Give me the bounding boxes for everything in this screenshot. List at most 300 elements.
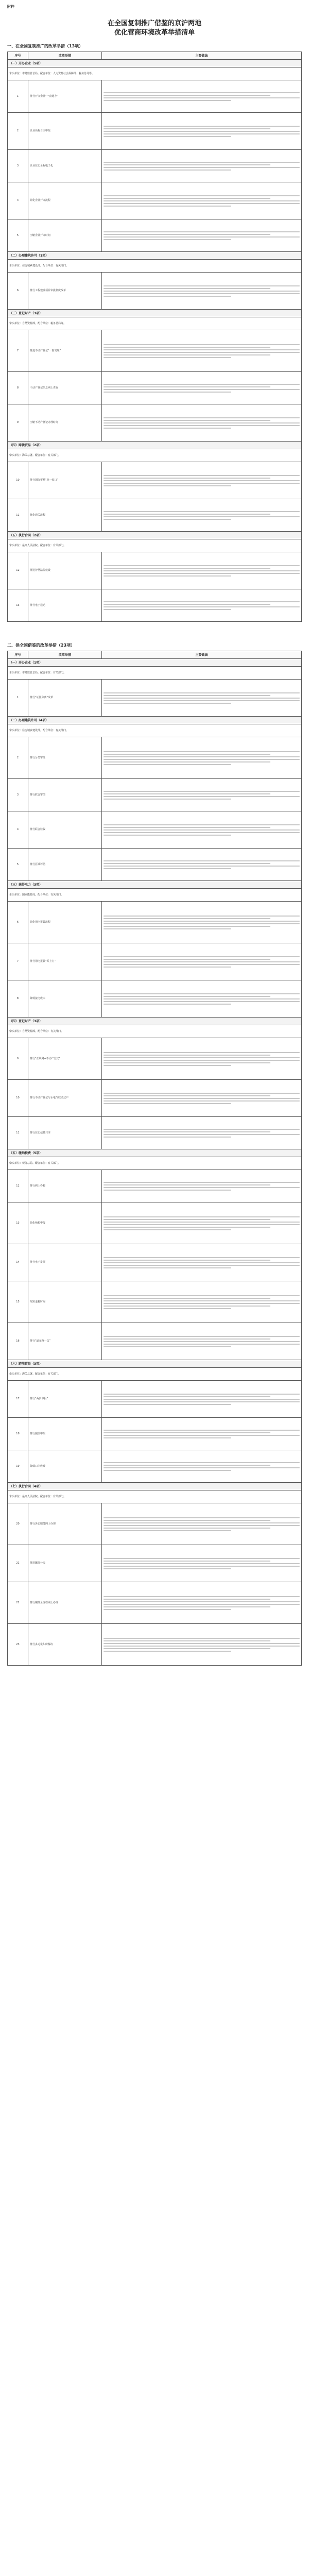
row-number: 9: [8, 404, 28, 442]
text-line-placeholder: [104, 692, 300, 693]
text-line-placeholder: [104, 1227, 270, 1228]
text-line-placeholder: [104, 1004, 231, 1005]
lead-unit-text: 牵头单位：海关总署。配合单位：有关部门。: [8, 449, 302, 462]
text-line-placeholder: [104, 921, 300, 922]
table-row: [8, 902, 302, 943]
table-row: [8, 113, 302, 150]
text-line-placeholder: [104, 1643, 300, 1644]
text-line-placeholder: [104, 349, 300, 350]
text-line-placeholder: [104, 1399, 300, 1400]
text-line-placeholder: [104, 511, 300, 512]
text-line-placeholder: [104, 519, 231, 520]
text-line-placeholder: [104, 516, 300, 517]
text-line-placeholder: [104, 206, 231, 207]
text-line-placeholder: [104, 425, 300, 426]
text-line-placeholder: [104, 1465, 270, 1466]
measure-content: [101, 737, 301, 779]
measure-content: [101, 811, 301, 849]
table-row: [8, 680, 302, 717]
text-line-placeholder: [104, 1308, 231, 1309]
text-line-placeholder: [104, 126, 300, 127]
measure-name: 推进不动产登记“一窗受理”: [28, 330, 101, 372]
text-line-placeholder: [104, 1060, 300, 1061]
text-line-placeholder: [104, 1432, 270, 1433]
text-line-placeholder: [104, 1646, 300, 1647]
measure-content: [101, 1117, 301, 1149]
text-line-placeholder: [104, 568, 270, 569]
lead-unit-text: 牵头单位：住房城乡建设部。配合单位：有关部门。: [8, 260, 302, 273]
text-line-placeholder: [104, 1065, 231, 1066]
text-line-placeholder: [104, 1295, 300, 1296]
text-line-placeholder: [104, 480, 300, 481]
text-line-placeholder: [104, 1528, 270, 1529]
text-line-placeholder: [104, 352, 300, 353]
measure-content: [101, 680, 301, 717]
text-line-placeholder: [104, 1638, 300, 1639]
lead-unit-text: 牵头单位：自然资源部。配合单位：有关部门。: [8, 1025, 302, 1038]
measure-name: 降低接电成本: [28, 980, 101, 1018]
measure-content: [101, 182, 301, 219]
row-number: 7: [8, 330, 28, 372]
measure-name: 企业登记全程电子化: [28, 150, 101, 182]
text-line-placeholder: [104, 1341, 300, 1342]
row-number: 13: [8, 589, 28, 622]
text-line-placeholder: [104, 1137, 231, 1138]
lead-unit-row: [8, 67, 302, 80]
measure-name: 推行网上办税: [28, 1170, 101, 1202]
text-line-placeholder: [104, 291, 300, 292]
table-row: [8, 980, 302, 1018]
text-line-placeholder: [104, 1467, 300, 1468]
text-line-placeholder: [104, 357, 231, 358]
category-label: （六）跨境贸易（3项）: [8, 1360, 302, 1368]
text-line-placeholder: [104, 824, 300, 825]
text-line-placeholder: [104, 1651, 231, 1652]
measure-name: 简化纳税申报: [28, 1202, 101, 1244]
lead-unit-text: 牵头单位：市场监管总局。配合单位：有关部门。: [8, 667, 302, 680]
row-number: 11: [8, 1117, 28, 1149]
measure-content: [101, 1381, 301, 1418]
text-line-placeholder: [104, 606, 300, 607]
category-label: （三）获得电力（3项）: [8, 881, 302, 889]
text-line-placeholder: [104, 863, 270, 864]
measure-name: 推进智慧法院建设: [28, 552, 101, 589]
text-line-placeholder: [104, 203, 300, 204]
text-line-placeholder: [104, 703, 231, 704]
text-line-placeholder: [104, 344, 300, 345]
row-number: 2: [8, 737, 28, 779]
section-title: 二、供全国借鉴的改革举措（23项）: [7, 643, 75, 648]
text-line-placeholder: [104, 234, 270, 235]
measure-content: [101, 1418, 301, 1450]
text-line-placeholder: [104, 1430, 300, 1431]
table-row: [8, 404, 302, 442]
measure-content: [101, 552, 301, 589]
text-line-placeholder: [104, 1062, 270, 1063]
measure-name: 推行工程建设项目审批制度改革: [28, 273, 101, 310]
category-label: （四）登记财产（3项）: [8, 1018, 302, 1025]
measure-content: [101, 943, 301, 980]
text-line-placeholder: [104, 761, 270, 762]
table-row: [8, 849, 302, 881]
text-line-placeholder: [104, 1267, 231, 1268]
text-line-placeholder: [104, 570, 300, 571]
text-line-placeholder: [104, 1190, 231, 1191]
category-label: （四）跨境贸易（2项）: [8, 442, 302, 449]
text-line-placeholder: [104, 1336, 300, 1337]
text-line-placeholder: [104, 923, 300, 924]
row-number: 22: [8, 1582, 28, 1624]
text-line-placeholder: [104, 1648, 270, 1649]
text-line-placeholder: [104, 832, 300, 833]
row-number: 19: [8, 1450, 28, 1483]
text-line-placeholder: [104, 1093, 300, 1094]
row-number: 1: [8, 680, 28, 717]
text-line-placeholder: [104, 698, 300, 699]
text-line-placeholder: [104, 1338, 270, 1340]
text-line-placeholder: [104, 1055, 270, 1056]
text-line-placeholder: [104, 478, 270, 479]
text-line-placeholder: [104, 428, 231, 429]
table-row: [8, 1170, 302, 1202]
table-row: [8, 1503, 302, 1545]
category-label: （一）开办企业（5项）: [8, 60, 302, 67]
measure-content: [101, 273, 301, 310]
measure-name: 推行案件全流程网上办理: [28, 1582, 101, 1624]
measure-name: 推行电子送达: [28, 589, 101, 622]
text-line-placeholder: [104, 961, 300, 962]
table-row: [8, 1244, 302, 1281]
measure-name: 推行区域评估: [28, 849, 101, 881]
measure-name: 推行“证照分离”改革: [28, 680, 101, 717]
row-number: 20: [8, 1503, 28, 1545]
text-line-placeholder: [104, 1435, 300, 1436]
text-line-placeholder: [104, 1182, 300, 1183]
table-row: [8, 1381, 302, 1418]
text-line-placeholder: [104, 1566, 300, 1567]
measure-name: 推行开办企业“一窗通办”: [28, 80, 101, 113]
measure-content: [101, 1624, 301, 1666]
text-line-placeholder: [104, 916, 300, 917]
category-row: [8, 532, 302, 539]
measure-name: 简化企业开办流程: [28, 182, 101, 219]
table-row: [8, 1323, 302, 1360]
category-row: [8, 1149, 302, 1157]
measure-name: 推行联合验收: [28, 811, 101, 849]
measure-name: 推行“最多跑一次”: [28, 1323, 101, 1360]
text-line-placeholder: [104, 964, 300, 965]
text-line-placeholder: [104, 695, 270, 696]
text-line-placeholder: [104, 170, 231, 171]
measure-content: [101, 779, 301, 811]
text-line-placeholder: [104, 1530, 231, 1531]
row-number: 21: [8, 1545, 28, 1582]
category-row: [8, 1018, 302, 1025]
lead-unit-text: 牵头单位：最高人民法院。配合单位：有关部门。: [8, 1490, 302, 1503]
header-content: 主要做法: [101, 52, 301, 60]
text-line-placeholder: [104, 959, 270, 960]
row-number: 4: [8, 182, 28, 219]
header-name: 改革举措: [28, 52, 101, 60]
lead-unit-text: 牵头单位：市场监管总局。配合单位：人力资源社会保障部、税务总局等。: [8, 67, 302, 80]
measure-content: [101, 1545, 301, 1582]
row-number: 12: [8, 1170, 28, 1202]
table-row: [8, 1117, 302, 1149]
category-row: [8, 442, 302, 449]
text-line-placeholder: [104, 162, 300, 163]
category-label: （七）执行合同（4项）: [8, 1483, 302, 1490]
category-row: [8, 659, 302, 667]
lead-unit-text: 牵头单位：最高人民法院。配合单位：有关部门。: [8, 539, 302, 552]
row-number: 4: [8, 811, 28, 849]
text-line-placeholder: [104, 1522, 300, 1523]
text-line-placeholder: [104, 1401, 300, 1402]
text-line-placeholder: [104, 1344, 300, 1345]
table-row: [8, 1624, 302, 1666]
header-seq: 序号: [8, 52, 28, 60]
text-line-placeholder: [104, 565, 300, 566]
text-line-placeholder: [104, 1260, 270, 1261]
table-header-row: [8, 651, 302, 659]
text-line-placeholder: [104, 1306, 270, 1307]
measure-content: [101, 980, 301, 1018]
text-line-placeholder: [104, 1098, 300, 1099]
category-label: （二）办理建筑许可（1项）: [8, 252, 302, 260]
measure-name: 缩短退税时间: [28, 1281, 101, 1323]
table-row: [8, 811, 302, 849]
measure-content: [101, 80, 301, 113]
lead-unit-row: [8, 449, 302, 462]
row-number: 18: [8, 1418, 28, 1450]
table-row: [8, 219, 302, 252]
text-line-placeholder: [104, 860, 300, 861]
text-line-placeholder: [104, 793, 270, 794]
text-line-placeholder: [104, 1470, 231, 1471]
text-line-placeholder: [104, 354, 270, 355]
measure-name: 推行提前申报: [28, 1418, 101, 1450]
table-row: [8, 150, 302, 182]
row-number: 13: [8, 1202, 28, 1244]
text-line-placeholder: [104, 236, 300, 238]
measure-name: 压缩企业开办时间: [28, 219, 101, 252]
table-row: [8, 1418, 302, 1450]
measure-name: 推行登记信息共享: [28, 1117, 101, 1149]
text-line-placeholder: [104, 756, 300, 757]
text-line-placeholder: [104, 475, 300, 476]
category-row: [8, 60, 302, 67]
section-title: 一、在全国复制推广的改革举措（13项）: [7, 44, 83, 48]
text-line-placeholder: [104, 1265, 300, 1266]
measures-table: [7, 52, 302, 622]
text-line-placeholder: [104, 384, 300, 385]
text-line-placeholder: [104, 1437, 231, 1438]
table-row: [8, 1450, 302, 1483]
category-row: [8, 310, 302, 317]
category-label: （二）办理建筑许可（4项）: [8, 717, 302, 724]
document-title-line2: 优化营商环境改革举措清单: [114, 29, 195, 37]
measure-name: 推行“互联网+不动产登记”: [28, 1038, 101, 1080]
measure-name: 推行国际贸易“单一窗口”: [28, 462, 101, 499]
category-label: （一）开办企业（1项）: [8, 659, 302, 667]
row-number: 10: [8, 1080, 28, 1117]
measure-content: [101, 589, 301, 622]
text-line-placeholder: [104, 1517, 300, 1518]
text-line-placeholder: [104, 1134, 300, 1135]
lead-unit-row: [8, 1490, 302, 1503]
text-line-placeholder: [104, 231, 300, 232]
measure-name: 推行分类审批: [28, 737, 101, 779]
row-number: 5: [8, 219, 28, 252]
measure-name: 推行电子发票: [28, 1244, 101, 1281]
text-line-placeholder: [104, 1057, 300, 1058]
category-row: [8, 1360, 302, 1368]
text-line-placeholder: [104, 285, 300, 286]
text-line-placeholder: [104, 1257, 300, 1258]
text-line-placeholder: [104, 1561, 270, 1562]
text-line-placeholder: [104, 1001, 300, 1002]
table-row: [8, 330, 302, 372]
text-line-placeholder: [104, 1095, 270, 1096]
text-line-placeholder: [104, 868, 231, 869]
text-line-placeholder: [104, 1558, 300, 1559]
row-number: 23: [8, 1624, 28, 1666]
text-line-placeholder: [104, 198, 270, 199]
text-line-placeholder: [104, 1229, 231, 1230]
text-line-placeholder: [104, 133, 300, 134]
text-line-placeholder: [104, 791, 300, 792]
document-title-line1: 在全国复制推广借鉴的京沪两地: [107, 20, 201, 27]
text-line-placeholder: [104, 288, 270, 289]
category-label: （五）缴纳税费（5项）: [8, 1149, 302, 1157]
text-line-placeholder: [104, 1100, 300, 1101]
measure-name: 推行用电报装“零上门”: [28, 943, 101, 980]
measure-name: 推行诉讼服务网上办理: [28, 1503, 101, 1545]
measure-content: [101, 499, 301, 532]
lead-unit-text: 牵头单位：住房城乡建设部。配合单位：有关部门。: [8, 724, 302, 737]
text-line-placeholder: [104, 97, 300, 98]
text-line-placeholder: [104, 386, 270, 387]
category-row: [8, 881, 302, 889]
lead-unit-row: [8, 667, 302, 680]
table-row: [8, 1202, 302, 1244]
row-number: 6: [8, 273, 28, 310]
table-header-row: [8, 52, 302, 60]
text-line-placeholder: [104, 573, 300, 574]
measure-name: 不动产登记信息网上查询: [28, 372, 101, 404]
lead-unit-row: [8, 260, 302, 273]
category-label: （三）登记财产（3项）: [8, 310, 302, 317]
text-line-placeholder: [104, 918, 270, 919]
category-label: （五）执行合同（2项）: [8, 532, 302, 539]
text-line-placeholder: [104, 195, 300, 196]
table-row: [8, 1545, 302, 1582]
measure-content: [101, 902, 301, 943]
text-line-placeholder: [104, 1604, 300, 1605]
measure-content: [101, 404, 301, 442]
header-name: 改革举措: [28, 651, 101, 659]
text-line-placeholder: [104, 417, 300, 418]
text-line-placeholder: [104, 1525, 300, 1526]
lead-unit-row: [8, 1368, 302, 1381]
text-line-placeholder: [104, 485, 231, 486]
text-line-placeholder: [104, 601, 300, 602]
text-line-placeholder: [104, 700, 300, 701]
measure-content: [101, 1503, 301, 1545]
measure-content: [101, 1202, 301, 1244]
table-row: [8, 499, 302, 532]
text-line-placeholder: [104, 956, 300, 957]
measure-name: 简化用电报装流程: [28, 902, 101, 943]
measure-name: 推行“两步申报”: [28, 1381, 101, 1418]
measure-content: [101, 1244, 301, 1281]
text-line-placeholder: [104, 1184, 270, 1185]
text-line-placeholder: [104, 827, 270, 828]
row-number: 14: [8, 1244, 28, 1281]
lead-unit-row: [8, 724, 302, 737]
text-line-placeholder: [104, 575, 231, 577]
measure-content: [101, 1038, 301, 1080]
row-number: 6: [8, 902, 28, 943]
text-line-placeholder: [104, 1396, 270, 1397]
measures-table: [7, 651, 302, 1666]
text-line-placeholder: [104, 483, 300, 484]
header-content: 主要做法: [101, 651, 301, 659]
text-line-placeholder: [104, 1404, 231, 1405]
measure-content: [101, 1582, 301, 1624]
text-line-placeholder: [104, 1563, 300, 1564]
text-line-placeholder: [104, 993, 300, 994]
text-line-placeholder: [104, 422, 300, 423]
text-line-placeholder: [104, 1300, 300, 1301]
text-line-placeholder: [104, 1222, 300, 1223]
table-row: [8, 552, 302, 589]
measure-name: 推进繁简分流: [28, 1545, 101, 1582]
lead-unit-text: 牵头单位：国家能源局。配合单位：有关部门。: [8, 889, 302, 902]
lead-unit-text: 牵头单位：海关总署。配合单位：有关部门。: [8, 1368, 302, 1381]
text-line-placeholder: [104, 1298, 270, 1299]
text-line-placeholder: [104, 609, 231, 610]
attachment-label: 附件: [7, 5, 14, 9]
text-line-placeholder: [104, 167, 300, 168]
text-line-placeholder: [104, 764, 231, 765]
table-row: [8, 372, 302, 404]
text-line-placeholder: [104, 1131, 270, 1132]
text-line-placeholder: [104, 926, 270, 927]
text-line-placeholder: [104, 835, 231, 836]
measure-content: [101, 1080, 301, 1117]
text-line-placeholder: [104, 1609, 231, 1610]
text-line-placeholder: [104, 866, 300, 867]
measure-content: [101, 330, 301, 372]
measure-content: [101, 1323, 301, 1360]
row-number: 1: [8, 80, 28, 113]
text-line-placeholder: [104, 829, 300, 831]
category-row: [8, 252, 302, 260]
text-line-placeholder: [104, 420, 270, 421]
lead-unit-row: [8, 1157, 302, 1170]
text-line-placeholder: [104, 604, 270, 605]
text-line-placeholder: [104, 1187, 300, 1188]
table-row: [8, 462, 302, 499]
measure-content: [101, 150, 301, 182]
text-line-placeholder: [104, 1219, 270, 1220]
text-line-placeholder: [104, 514, 270, 515]
table-row: [8, 779, 302, 811]
row-number: 11: [8, 499, 28, 532]
text-line-placeholder: [104, 128, 270, 129]
row-number: 8: [8, 980, 28, 1018]
text-line-placeholder: [104, 239, 231, 240]
